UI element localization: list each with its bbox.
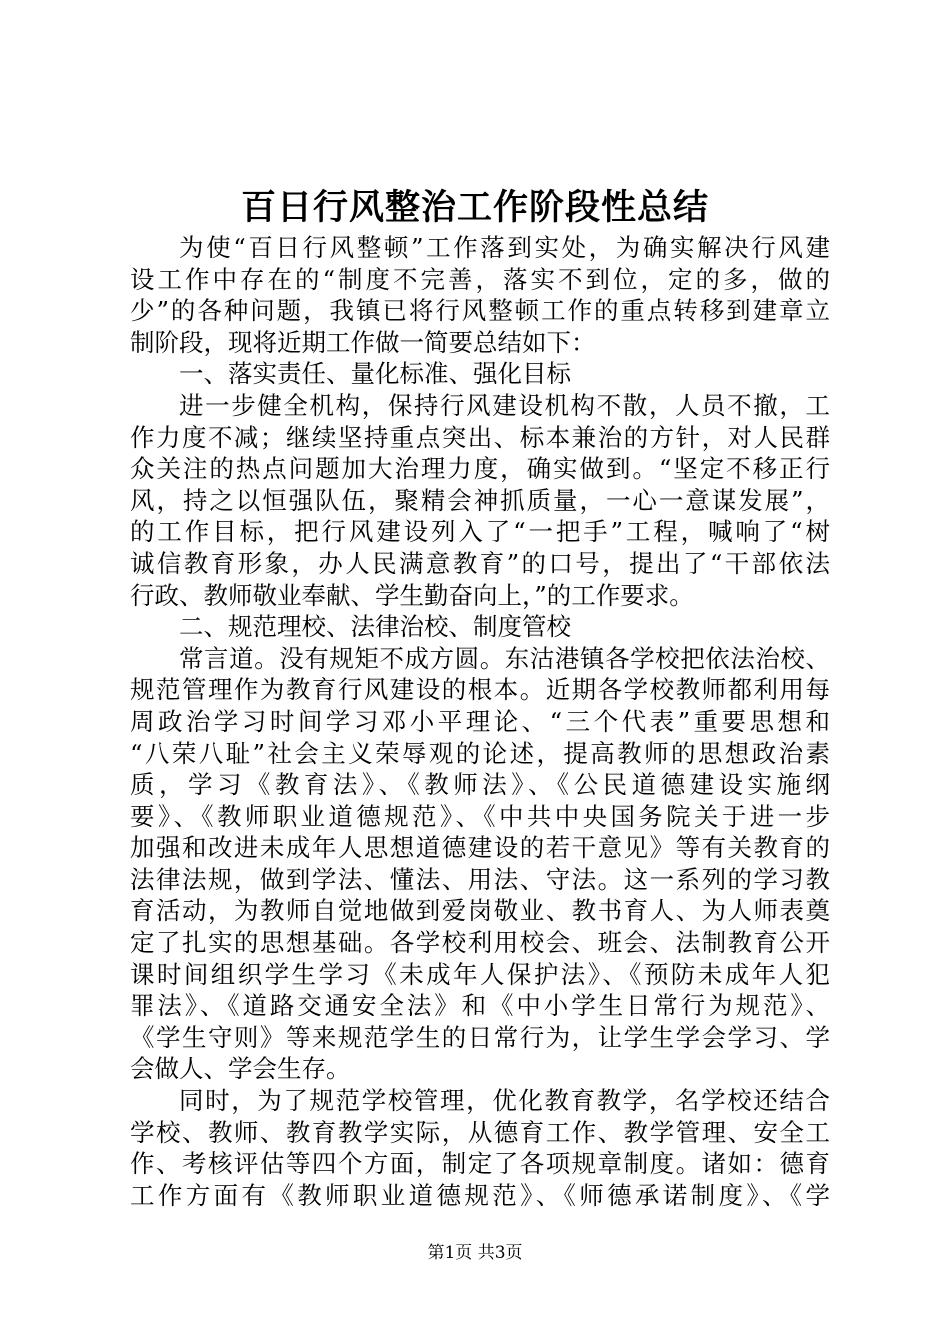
text-line: 学校、教师、教育教学实际，从德育工作、教学管理、安全工 bbox=[130, 1117, 830, 1147]
text-line: 为使“百日行风整顿”工作落到实处，为确实解决行风建 bbox=[179, 233, 830, 262]
text-line: 周政治学习时间学习邓小平理论、“三个代表”重要思想和 bbox=[130, 706, 830, 736]
text-line: 《学生守则》等来规范学生的日常行为，让学生学会学习、学 bbox=[130, 1022, 830, 1052]
text-line: 规范管理作为教育行风建设的根本。近期各学校教师都利用每 bbox=[130, 675, 830, 705]
text-line: 加强和改进未成年人思想道德建设的若干意见》等有关教育的 bbox=[130, 833, 830, 863]
text-line: 质，学习《教育法》、《教师法》、《公民道德建设实施纲 bbox=[130, 770, 830, 800]
text-line: 设工作中存在的“制度不完善，落实不到位，定的多，做的 bbox=[130, 264, 830, 294]
text-line: 一、落实责任、量化标准、强化目标 bbox=[179, 359, 571, 389]
text-line: 工作方面有《教师职业道德规范》、《师德承诺制度》、《学 bbox=[130, 1180, 830, 1210]
text-line: 作、考核评估等四个方面，制定了各项规章制度。诸如：德育 bbox=[130, 1149, 830, 1179]
text-line: 的工作目标，把行风建设列入了“一把手”工程，喊响了“树 bbox=[130, 517, 830, 547]
document-title: 百日行风整治工作阶段性总结 bbox=[240, 187, 709, 228]
text-line: 二、规范理校、法律治校、制度管校 bbox=[179, 612, 571, 642]
text-line: 制阶段，现将近期工作做一简要总结如下： bbox=[130, 327, 596, 357]
text-line: “八荣八耻”社会主义荣辱观的论述，提高教师的思想政治素 bbox=[130, 738, 830, 768]
text-line: 作力度不减；继续坚持重点突出、标本兼治的方针，对人民群 bbox=[130, 422, 830, 452]
text-line: 常言道。没有规矩不成方圆。东沽港镇各学校把依法治校、 bbox=[179, 643, 830, 673]
text-line: 同时，为了规范学校管理，优化教育教学，名学校还结合 bbox=[179, 1086, 830, 1116]
text-line: 育活动，为教师自觉地做到爱岗敬业、教书育人、为人师表奠 bbox=[130, 896, 830, 926]
text-line: 诚信教育形象，办人民满意教育”的口号，提出了“干部依法 bbox=[130, 548, 830, 578]
text-line: 进一步健全机构，保持行风建设机构不散，人员不撤，工 bbox=[179, 390, 830, 420]
page-footer: 第1页 共3页 bbox=[427, 1243, 523, 1263]
text-line: 法律法规，做到学法、懂法、用法、守法。这一系列的学习教 bbox=[130, 864, 830, 894]
text-line: 罪法》、《道路交通安全法》和《中小学生日常行为规范》、 bbox=[130, 991, 830, 1021]
text-line: 行政、教师敬业奉献、学生勤奋向上，”的工作要求。 bbox=[130, 580, 694, 610]
text-line: 要》、《教师职业道德规范》、《中共中央国务院关于进一步 bbox=[130, 801, 830, 831]
text-line: 众关注的热点问题加大治理力度，确实做到。“坚定不移正行 bbox=[130, 454, 830, 484]
document-body bbox=[130, 232, 830, 1211]
text-line: 少”的各种问题，我镇已将行风整顿工作的重点转移到建章立 bbox=[130, 296, 830, 326]
text-line: 课时间组织学生学习《未成年人保护法》、《预防未成年人犯 bbox=[130, 959, 830, 989]
text-line: 风，持之以恒强队伍，聚精会神抓质量，一心一意谋发展”， bbox=[130, 485, 830, 515]
text-line: 定了扎实的思想基础。各学校利用校会、班会、法制教育公开 bbox=[130, 928, 830, 958]
text-line: 会做人、学会生存。 bbox=[130, 1054, 351, 1084]
